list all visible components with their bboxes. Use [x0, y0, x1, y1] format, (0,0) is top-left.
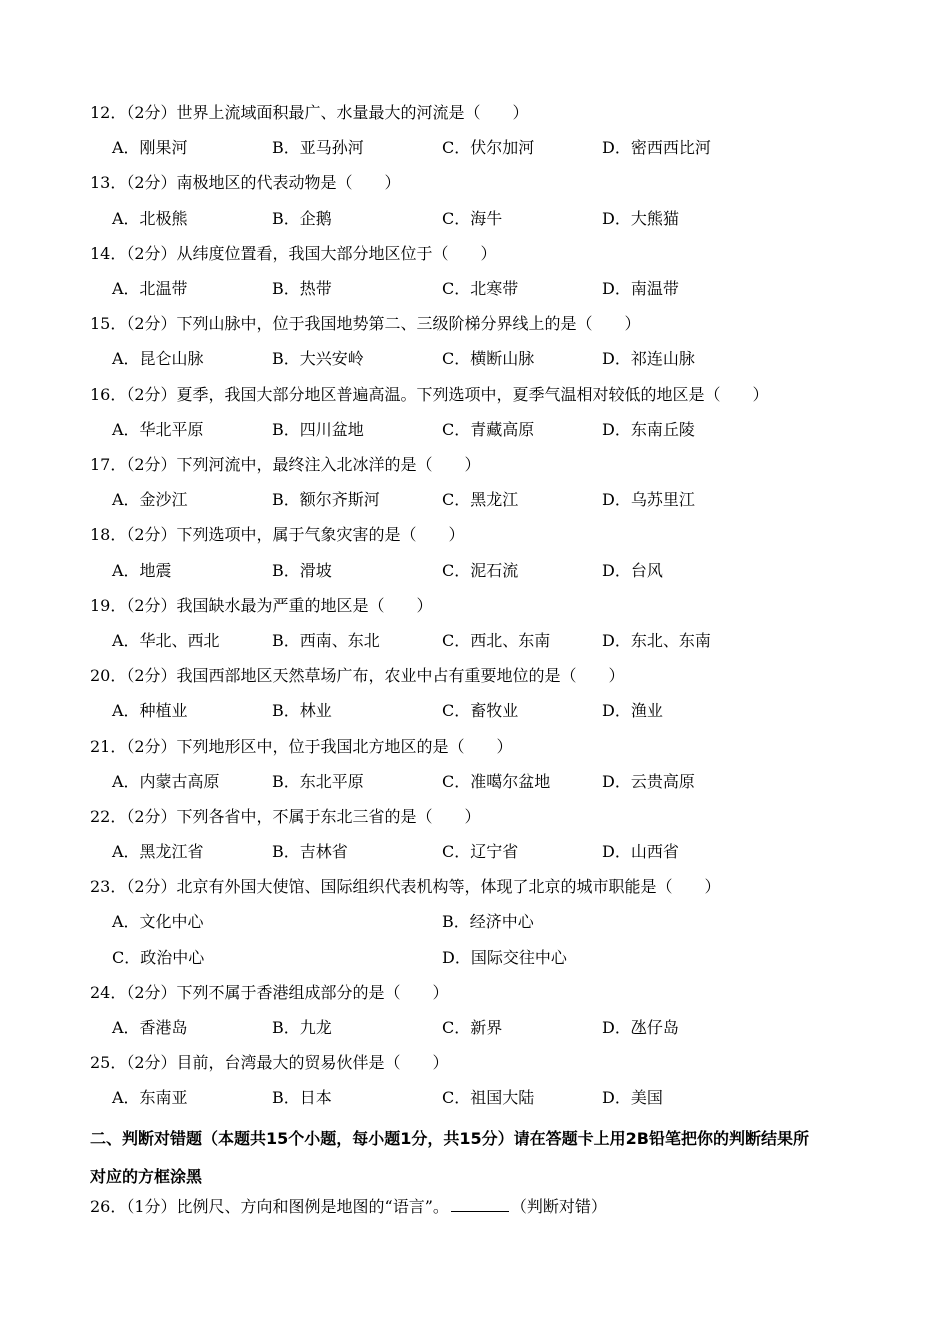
option-d: D．密西西比河 [602, 138, 711, 158]
option-a: A．内蒙古高原 [112, 771, 220, 791]
option-d: D．渔业 [602, 701, 663, 721]
option-c: C．泥石流 [442, 560, 519, 580]
option-d: D．美国 [602, 1088, 663, 1108]
question-19 [90, 591, 870, 661]
option-row [112, 485, 872, 515]
question-stem: 21．（2分）下列地形区中，位于我国北方地区的是（ ） [90, 736, 513, 756]
question-15 [90, 309, 870, 379]
option-b: B．经济中心 [442, 912, 534, 932]
option-a: A．华北平原 [112, 419, 204, 439]
question-stem: 16．（2分）夏季，我国大部分地区普遍高温。下列选项中，夏季气温相对较低的地区是（ ） [90, 384, 769, 404]
option-b: B．滑坡 [272, 560, 332, 580]
option-a: A．刚果河 [112, 138, 188, 158]
question-stem: 12．（2分）世界上流域面积最广、水量最大的河流是（ ） [90, 103, 529, 122]
option-d: D．台风 [602, 560, 663, 580]
option-b: B．亚马孙河 [272, 138, 364, 158]
section-title-line-1: 二、判断对错题（本题共15个小题，每小题1分，共15分）请在答题卡上用2B铅笔把你的判断结果所 [90, 1129, 809, 1148]
option-d: D．山西省 [602, 842, 679, 862]
option-d: D．大熊猫 [602, 208, 679, 228]
question-stem: 23．（2分）北京有外国大使馆、国际组织代表机构等，体现了北京的城市职能是（ ） [90, 877, 721, 897]
option-c: C．西北、东南 [442, 630, 551, 650]
option-c: C．政治中心 [112, 947, 205, 967]
option-d: D．乌苏里江 [602, 490, 695, 510]
option-a: A．黑龙江省 [112, 842, 204, 862]
option-c: C．伏尔加河 [442, 138, 535, 158]
option-d: D．祁连山脉 [602, 349, 695, 369]
option-a: A．地震 [112, 560, 172, 580]
option-grid [112, 907, 872, 977]
option-b: B．吉林省 [272, 842, 348, 862]
question-12 [90, 98, 870, 168]
option-c: C．祖国大陆 [442, 1088, 535, 1108]
option-b: B．大兴安岭 [272, 349, 364, 369]
option-b: B．热带 [272, 278, 332, 298]
option-row [112, 133, 872, 163]
question-22 [90, 802, 870, 872]
option-b: B．四川盆地 [272, 419, 364, 439]
question-stem: 20．（2分）我国西部地区天然草场广布，农业中占有重要地位的是（ ） [90, 666, 625, 686]
option-row [112, 415, 872, 445]
question-17 [90, 450, 870, 520]
option-a: A．香港岛 [112, 1018, 188, 1038]
question-26 [90, 1192, 607, 1222]
section-heading-true-false [90, 1120, 870, 1196]
question-stem: 14．（2分）从纬度位置看，我国大部分地区位于（ ） [90, 243, 497, 263]
option-c: C．海牛 [442, 208, 503, 228]
option-c: C．黑龙江 [442, 490, 519, 510]
option-c: C．北寒带 [442, 278, 519, 298]
question-stem: 22．（2分）下列各省中，不属于东北三省的是（ ） [90, 806, 481, 826]
question-25 [90, 1048, 870, 1118]
option-d: D．云贵高原 [602, 771, 695, 791]
question-instruction: （判断对错） [510, 1197, 607, 1216]
question-stem: 19．（2分）我国缺水最为严重的地区是（ ） [90, 595, 433, 615]
option-d: D．东北、东南 [602, 630, 711, 650]
option-row [112, 943, 872, 978]
option-a: A．华北、西北 [112, 630, 220, 650]
option-d: D．国际交往中心 [442, 947, 567, 967]
question-24 [90, 978, 870, 1048]
option-row [112, 556, 872, 586]
question-list [90, 98, 870, 1119]
option-c: C．横断山脉 [442, 349, 535, 369]
option-c: C．准噶尔盆地 [442, 771, 551, 791]
question-13 [90, 168, 870, 238]
question-stem: 26．（1分）比例尺、方向和图例是地图的“语言”。 [90, 1197, 449, 1216]
option-a: A．东南亚 [112, 1088, 188, 1108]
option-c: C．畜牧业 [442, 701, 519, 721]
question-stem: 25．（2分）目前，台湾最大的贸易伙伴是（ ） [90, 1053, 449, 1073]
question-21 [90, 732, 870, 802]
question-stem: 13．（2分）南极地区的代表动物是（ ） [90, 173, 401, 193]
option-b: B．额尔齐斯河 [272, 490, 380, 510]
option-a: A．北极熊 [112, 208, 188, 228]
option-a: A．种植业 [112, 701, 188, 721]
option-c: C．新界 [442, 1018, 503, 1038]
option-b: B．企鹅 [272, 208, 332, 228]
question-18 [90, 520, 870, 590]
option-b: B．西南、东北 [272, 630, 380, 650]
option-a: A．文化中心 [112, 912, 204, 932]
option-a: A．北温带 [112, 278, 188, 298]
option-row [112, 344, 872, 374]
option-row [112, 696, 872, 726]
option-b: B．九龙 [272, 1018, 332, 1038]
option-row [112, 837, 872, 867]
question-23 [90, 872, 870, 978]
option-d: D．氹仔岛 [602, 1018, 679, 1038]
question-stem: 18．（2分）下列选项中，属于气象灾害的是（ ） [90, 525, 465, 545]
option-row [112, 274, 872, 304]
section-title-line-2: 对应的方框涂黑 [90, 1167, 203, 1186]
option-d: D．东南丘陵 [602, 419, 695, 439]
option-b: B．林业 [272, 701, 332, 721]
option-c: C．辽宁省 [442, 842, 519, 862]
option-row [112, 1083, 872, 1113]
option-c: C．青藏高原 [442, 419, 535, 439]
question-14 [90, 239, 870, 309]
option-row [112, 204, 872, 234]
answer-blank [451, 1195, 509, 1212]
option-row [112, 907, 872, 942]
option-b: B．东北平原 [272, 771, 364, 791]
option-a: A．昆仑山脉 [112, 349, 204, 369]
option-d: D．南温带 [602, 278, 679, 298]
option-row [112, 1013, 872, 1043]
option-b: B．日本 [272, 1088, 332, 1108]
option-a: A．金沙江 [112, 490, 188, 510]
question-stem: 17．（2分）下列河流中，最终注入北冰洋的是（ ） [90, 454, 481, 474]
question-stem: 15．（2分）下列山脉中，位于我国地势第二、三级阶梯分界线上的是（ ） [90, 314, 641, 334]
question-16 [90, 380, 870, 450]
question-stem: 24．（2分）下列不属于香港组成部分的是（ ） [90, 982, 449, 1002]
option-row [112, 767, 872, 797]
option-row [112, 626, 872, 656]
question-20 [90, 661, 870, 731]
